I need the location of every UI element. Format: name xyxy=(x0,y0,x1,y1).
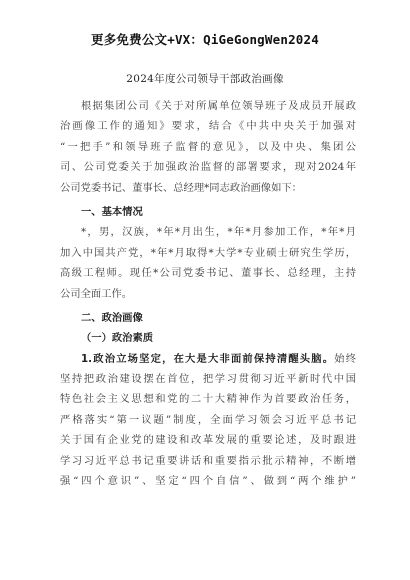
section-heading-basic-info: 一、基本情况 xyxy=(81,205,143,218)
intro-line: 根据集团公司《关于对所属单位领导班子及成员开展政 xyxy=(81,100,356,112)
subsection-heading-political-quality: （一）政治素质 xyxy=(81,332,154,345)
point1-lead: 1.政治立场坚定，在大是大非面前保持清醒头脑。 xyxy=(81,352,335,365)
point1-line: 强“四个意识”、坚定“四个自信”、做到“两个维护” xyxy=(60,475,356,488)
point1-line: 学习习近平总书记重要讲话和重要指示批示精神，不断增 xyxy=(60,454,356,467)
section-heading-political-portrait: 二、政治画像 xyxy=(81,311,143,324)
basic-info-line: 公司全面工作。 xyxy=(60,287,133,300)
basic-info-line: 加入中国共产党，*年*月取得*大学*专业硕士研究生学历， xyxy=(60,246,356,259)
point1-first-line xyxy=(60,349,356,369)
intro-line: 公司党委书记、董事长、总经理*同志政治画像如下： xyxy=(60,181,302,194)
point1-lead-rest: 始终 xyxy=(334,352,356,365)
intro-line: 司、公司党委关于加强政治监督的部署要求，现对2024年 xyxy=(60,161,356,174)
point1-line: 坚持把政治建设摆在首位，把学习贯彻习近平新时代中国 xyxy=(60,373,356,386)
intro-line: 治画像工作的通知》要求，结合《中共中央关于加强对 xyxy=(60,120,356,133)
document-title: 2024年度公司领导干部政治画像 xyxy=(126,73,284,85)
point1-line: 特色社会主义思想和党的二十大精神作为首要政治任务， xyxy=(60,393,356,406)
basic-info-line: *，男，汉族，*年*月出生，*年*月参加工作，*年*月 xyxy=(81,226,356,239)
watermark-banner: 更多免费公文+VX：QiGeGongWen2024 xyxy=(91,32,319,47)
basic-info-line: 高级工程师。现任*公司党委书记、董事长、总经理，主持 xyxy=(60,267,356,280)
document-body xyxy=(60,96,356,491)
point1-line: 关于国有企业党的建设和改革发展的重要论述，及时跟进 xyxy=(60,434,356,447)
point1-line: 严格落实“第一议题”制度，全面学习领会习近平总书记 xyxy=(60,413,356,426)
intro-line: “一把手”和领导班子监督的意见》，以及中央、集团公 xyxy=(60,140,356,153)
